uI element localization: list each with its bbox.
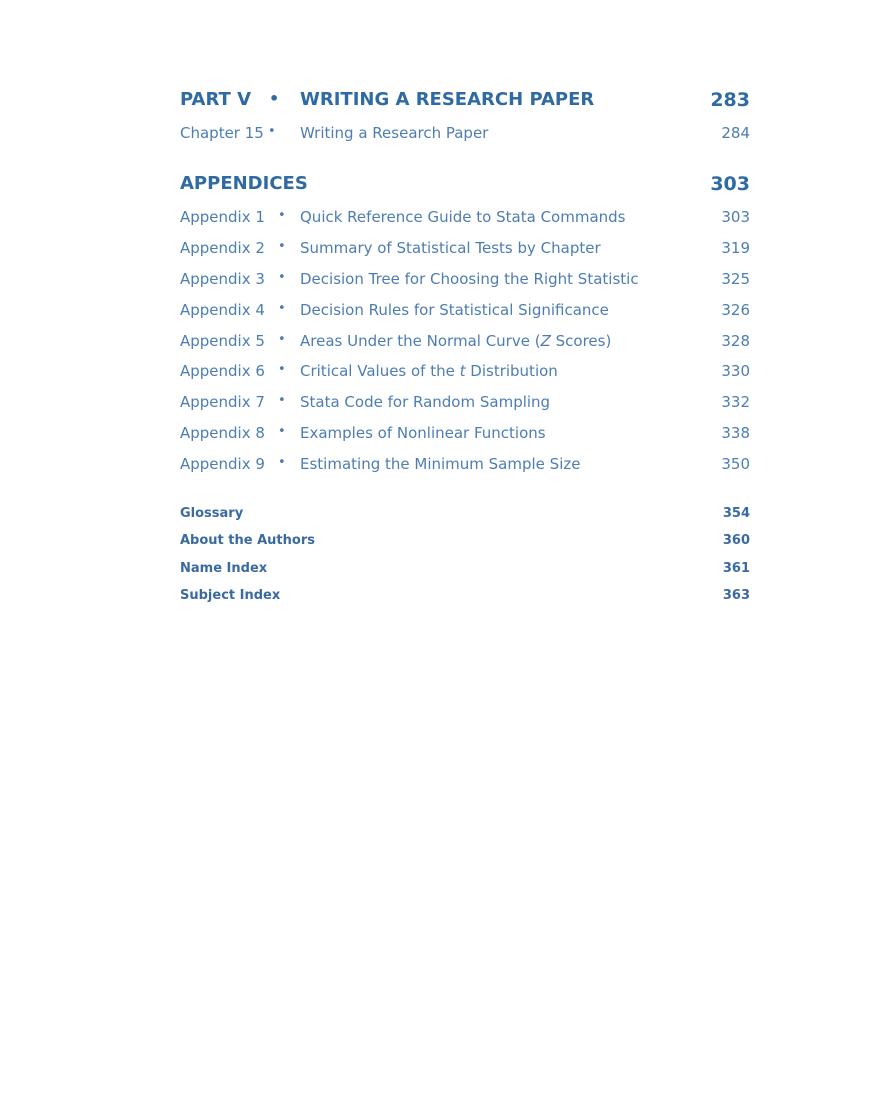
appendix-page-number: 319: [721, 239, 750, 257]
appendices-page-number: 303: [710, 173, 750, 195]
appendix-title: Decision Tree for Choosing the Right Statistic: [300, 270, 639, 288]
appendix-label: Appendix 7: [180, 393, 265, 411]
appendix-title: Examples of Nonlinear Functions: [300, 424, 546, 442]
appendix-title-italic: Z: [540, 332, 551, 350]
appendix-page-number: 338: [721, 424, 750, 442]
appendix-page-number: 325: [721, 270, 750, 288]
back-matter-title: Name Index: [180, 561, 268, 576]
appendix-page-number: 326: [721, 301, 750, 319]
chapter-label: Chapter 15: [180, 124, 264, 142]
chapter-title: Writing a Research Paper: [300, 124, 489, 142]
appendix-title-part: Areas Under the Normal Curve (: [300, 332, 541, 350]
appendix-title: [300, 362, 558, 380]
back-matter-title: Subject Index: [180, 588, 281, 603]
appendix-label: Appendix 1: [180, 208, 265, 226]
bullet-icon: •: [278, 270, 286, 285]
back-matter-page-number: 360: [722, 533, 750, 548]
part-page-number: 283: [710, 89, 750, 111]
appendix-label: Appendix 9: [180, 455, 265, 473]
bullet-icon: •: [269, 89, 280, 108]
appendix-page-number: 330: [721, 362, 750, 380]
bullet-icon: •: [278, 239, 286, 254]
back-matter-page-number: 361: [722, 561, 750, 576]
appendix-title: Decision Rules for Statistical Significance: [300, 301, 609, 319]
appendix-page-number: 328: [721, 332, 750, 350]
bullet-icon: •: [278, 301, 286, 316]
appendix-title: [300, 332, 611, 350]
bullet-icon: •: [268, 124, 276, 139]
bullet-icon: •: [278, 362, 286, 377]
appendix-title: Estimating the Minimum Sample Size: [300, 455, 581, 473]
part-title: WRITING A RESEARCH PAPER: [300, 89, 595, 110]
back-matter-page-number: 363: [722, 588, 750, 603]
appendix-label: Appendix 6: [180, 362, 265, 380]
appendix-title: Quick Reference Guide to Stata Commands: [300, 208, 626, 226]
appendix-title-part: Scores): [550, 332, 612, 350]
chapter-page-number: 284: [721, 124, 750, 142]
appendix-page-number: 303: [721, 208, 750, 226]
appendix-title-italic: t: [459, 362, 466, 380]
part-label: PART V: [180, 89, 251, 110]
back-matter-title: Glossary: [180, 506, 244, 521]
appendix-label: Appendix 2: [180, 239, 265, 257]
appendix-title: Summary of Statistical Tests by Chapter: [300, 239, 601, 257]
back-matter-page-number: 354: [722, 506, 750, 521]
appendix-page-number: 332: [721, 393, 750, 411]
bullet-icon: •: [278, 393, 286, 408]
appendix-label: Appendix 5: [180, 332, 265, 350]
appendix-page-number: 350: [721, 455, 750, 473]
appendix-label: Appendix 3: [180, 270, 265, 288]
appendix-title-part: Distribution: [465, 362, 558, 380]
bullet-icon: •: [278, 424, 286, 439]
appendix-label: Appendix 8: [180, 424, 265, 442]
bullet-icon: •: [278, 208, 286, 223]
back-matter-title: About the Authors: [180, 533, 315, 548]
bullet-icon: •: [278, 332, 286, 347]
appendices-title: APPENDICES: [180, 173, 308, 194]
appendix-label: Appendix 4: [180, 301, 265, 319]
appendix-title-part: Critical Values of the: [300, 362, 460, 380]
appendix-title: Stata Code for Random Sampling: [300, 393, 551, 411]
bullet-icon: •: [278, 455, 286, 470]
